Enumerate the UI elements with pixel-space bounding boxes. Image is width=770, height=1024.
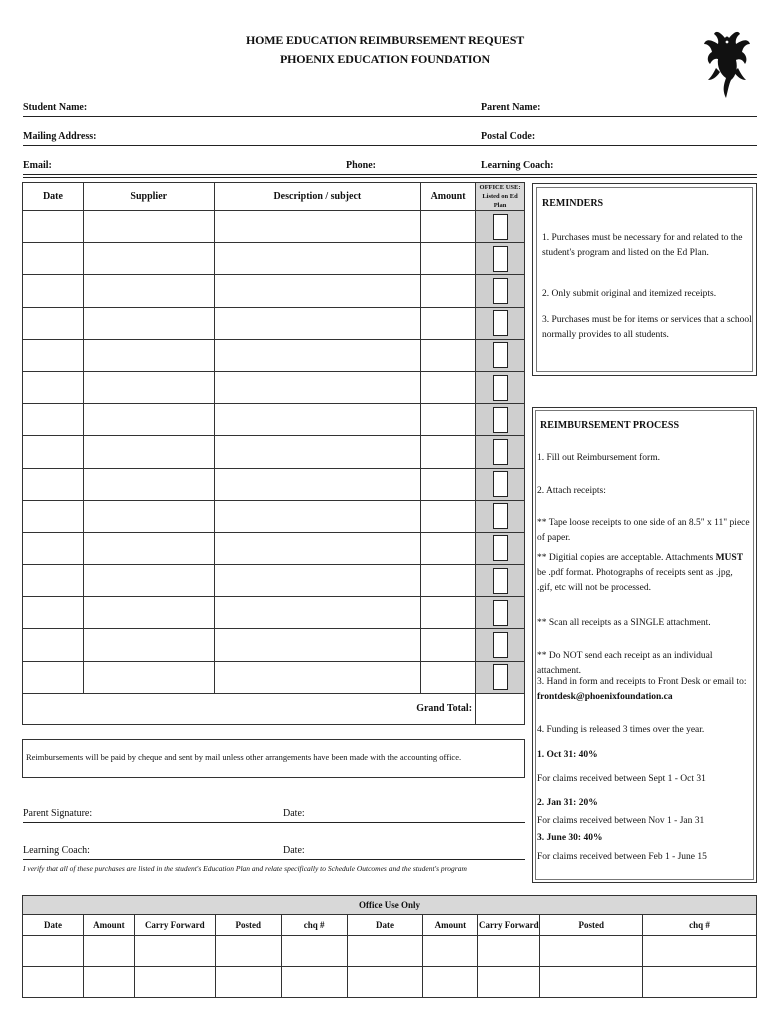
ed-plan-checkbox[interactable] xyxy=(493,375,508,401)
table-row xyxy=(23,661,525,693)
amount-cell[interactable] xyxy=(421,661,476,693)
process-box xyxy=(532,407,757,883)
funding-1-title: 1. Oct 31: 40% xyxy=(537,750,598,760)
supplier-cell[interactable] xyxy=(83,275,214,307)
student-name-label: Student Name: xyxy=(23,102,88,113)
table-row xyxy=(23,275,525,307)
amount-cell[interactable] xyxy=(421,532,476,564)
office-cell[interactable] xyxy=(134,967,215,998)
office-use-cell xyxy=(476,275,525,307)
amount-cell[interactable] xyxy=(421,307,476,339)
supplier-cell[interactable] xyxy=(83,500,214,532)
table-row xyxy=(23,307,525,339)
office-col-header: Date xyxy=(23,915,84,936)
supplier-cell[interactable] xyxy=(83,468,214,500)
ed-plan-checkbox[interactable] xyxy=(493,503,508,529)
office-cell[interactable] xyxy=(423,936,478,967)
office-use-cell xyxy=(476,500,525,532)
col-description: Description / subject xyxy=(214,183,421,211)
reminder-2: 2. Only submit original and itemized receipts. xyxy=(542,289,717,299)
email-label: Email: xyxy=(23,160,52,171)
date-cell[interactable] xyxy=(23,597,84,629)
ed-plan-checkbox[interactable] xyxy=(493,600,508,626)
supplier-cell[interactable] xyxy=(83,307,214,339)
student-name-line[interactable] xyxy=(23,116,757,117)
office-use-cell xyxy=(476,597,525,629)
office-use-cell xyxy=(476,307,525,339)
office-cell[interactable] xyxy=(215,967,281,998)
office-cell[interactable] xyxy=(347,967,423,998)
description-cell[interactable] xyxy=(214,243,421,275)
description-cell[interactable] xyxy=(214,597,421,629)
supplier-cell[interactable] xyxy=(83,629,214,661)
office-use-table xyxy=(22,895,757,998)
supplier-cell[interactable] xyxy=(83,243,214,275)
office-use-cell xyxy=(476,371,525,403)
supplier-cell[interactable] xyxy=(83,404,214,436)
date-cell[interactable] xyxy=(23,243,84,275)
date-cell[interactable] xyxy=(23,500,84,532)
amount-cell[interactable] xyxy=(421,436,476,468)
ed-plan-checkbox[interactable] xyxy=(493,632,508,658)
listed-ed-plan-label: Listed on Ed Plan xyxy=(482,193,518,209)
office-cell[interactable] xyxy=(23,967,84,998)
description-cell[interactable] xyxy=(214,500,421,532)
process-tape-note: ** Tape loose receipts to one side of an 8.5" x 11" piece of paper. xyxy=(537,518,750,543)
learning-coach-label: Learning Coach: xyxy=(481,160,554,171)
learning-coach-signature-label: Learning Coach: xyxy=(23,845,90,856)
funding-3-desc: For claims received between Feb 1 - June 15 xyxy=(537,852,707,862)
office-col-header: Posted xyxy=(540,915,643,936)
form-subtitle: PHOENIX EDUCATION FOUNDATION xyxy=(280,52,490,66)
date-cell[interactable] xyxy=(23,565,84,597)
description-cell[interactable] xyxy=(214,532,421,564)
office-use-cell xyxy=(476,339,525,371)
description-cell[interactable] xyxy=(214,339,421,371)
mailing-address-line[interactable] xyxy=(23,145,757,146)
date-cell[interactable] xyxy=(23,436,84,468)
office-cell[interactable] xyxy=(281,967,347,998)
description-cell[interactable] xyxy=(214,211,421,243)
office-col-header: Carry Forward xyxy=(478,915,540,936)
amount-cell[interactable] xyxy=(421,211,476,243)
ed-plan-checkbox[interactable] xyxy=(493,439,508,465)
process-scan-note: ** Scan all receipts as a SINGLE attachment. xyxy=(537,618,711,628)
date-label-2: Date: xyxy=(283,845,305,856)
process-donot-note: ** Do NOT send each receipt as an individual attachment. xyxy=(537,651,713,676)
amount-cell[interactable] xyxy=(421,371,476,403)
office-col-header: Amount xyxy=(423,915,478,936)
grand-total-label: Grand Total: xyxy=(23,693,476,724)
office-cell[interactable] xyxy=(83,936,134,967)
process-digital-note: ** Digitial copies are acceptable. Attachments MUST be .pdf format. Photographs of receipts sent as .jpg, .gif, etc will not be processed. xyxy=(537,553,744,593)
supplier-cell[interactable] xyxy=(83,371,214,403)
supplier-cell[interactable] xyxy=(83,339,214,371)
verify-note: I verify that all of these purchases are listed in the student's Education Plan and relate specifically to Schedule Outcomes and the student's program xyxy=(23,864,467,873)
office-use-cell xyxy=(476,629,525,661)
ed-plan-checkbox[interactable] xyxy=(493,407,508,433)
office-use-cell xyxy=(476,532,525,564)
reminders-box xyxy=(532,183,757,376)
process-step-2: 2. Attach receipts: xyxy=(537,486,606,496)
office-cell[interactable] xyxy=(478,967,540,998)
purchases-table xyxy=(22,182,525,725)
supplier-cell[interactable] xyxy=(83,597,214,629)
office-use-title: Office Use Only xyxy=(23,896,757,915)
office-cell[interactable] xyxy=(643,936,757,967)
office-cell[interactable] xyxy=(478,936,540,967)
office-col-header: Amount xyxy=(83,915,134,936)
process-step-3: 3. Hand in form and receipts to Front Desk or email to: xyxy=(537,677,747,687)
description-cell[interactable] xyxy=(214,661,421,693)
date-cell[interactable] xyxy=(23,307,84,339)
office-cell[interactable] xyxy=(83,967,134,998)
ed-plan-checkbox[interactable] xyxy=(493,310,508,336)
description-cell[interactable] xyxy=(214,436,421,468)
office-col-header: chq # xyxy=(281,915,347,936)
supplier-cell[interactable] xyxy=(83,661,214,693)
amount-cell[interactable] xyxy=(421,275,476,307)
col-amount: Amount xyxy=(421,183,476,211)
phoenix-bird-icon xyxy=(698,28,752,100)
office-cell[interactable] xyxy=(347,936,423,967)
description-cell[interactable] xyxy=(214,275,421,307)
office-use-cell xyxy=(476,404,525,436)
mailing-address-label: Mailing Address: xyxy=(23,131,97,142)
learning-coach-signature-line[interactable] xyxy=(23,859,525,860)
funding-2-title: 2. Jan 31: 20% xyxy=(537,798,598,808)
table-row xyxy=(23,243,525,275)
date-cell[interactable] xyxy=(23,532,84,564)
office-row xyxy=(23,967,757,998)
ed-plan-checkbox[interactable] xyxy=(493,568,508,594)
process-title: REIMBURSEMENT PROCESS xyxy=(540,420,680,431)
date-label-1: Date: xyxy=(283,808,305,819)
table-row xyxy=(23,436,525,468)
table-row xyxy=(23,532,525,564)
table-row xyxy=(23,211,525,243)
description-cell[interactable] xyxy=(214,565,421,597)
date-cell[interactable] xyxy=(23,211,84,243)
email-line[interactable] xyxy=(23,174,757,178)
date-cell[interactable] xyxy=(23,339,84,371)
table-row xyxy=(23,597,525,629)
office-cell[interactable] xyxy=(215,936,281,967)
description-cell[interactable] xyxy=(214,371,421,403)
date-cell[interactable] xyxy=(23,661,84,693)
postal-code-label: Postal Code: xyxy=(481,131,536,142)
ed-plan-checkbox[interactable] xyxy=(493,246,508,272)
parent-signature-label: Parent Signature: xyxy=(23,808,93,819)
date-cell[interactable] xyxy=(23,404,84,436)
col-office-use xyxy=(476,183,525,211)
phone-label: Phone: xyxy=(346,160,376,171)
date-cell[interactable] xyxy=(23,275,84,307)
frontdesk-email[interactable]: frontdesk@phoenixfoundation.ca xyxy=(537,692,673,702)
reminders-title: REMINDERS xyxy=(542,198,604,209)
ed-plan-checkbox[interactable] xyxy=(493,471,508,497)
date-cell[interactable] xyxy=(23,371,84,403)
table-row xyxy=(23,339,525,371)
ed-plan-checkbox[interactable] xyxy=(493,278,508,304)
table-row xyxy=(23,468,525,500)
office-use-cell xyxy=(476,468,525,500)
process-step-4: 4. Funding is released 3 times over the year. xyxy=(537,725,705,735)
date-cell[interactable] xyxy=(23,629,84,661)
table-row xyxy=(23,371,525,403)
ed-plan-checkbox[interactable] xyxy=(493,664,508,690)
table-row xyxy=(23,629,525,661)
office-use-label: OFFICE USE: xyxy=(479,184,521,191)
reminder-1: 1. Purchases must be necessary for and related to the student's program and listed on the Ed Plan. xyxy=(542,233,743,258)
amount-cell[interactable] xyxy=(421,404,476,436)
reminder-3: 3. Purchases must be for items or services that a school normally provides to all students. xyxy=(542,315,752,340)
office-cell[interactable] xyxy=(134,936,215,967)
office-col-header: Carry Forward xyxy=(134,915,215,936)
table-row xyxy=(23,500,525,532)
ed-plan-checkbox[interactable] xyxy=(493,214,508,240)
description-cell[interactable] xyxy=(214,307,421,339)
amount-cell[interactable] xyxy=(421,243,476,275)
office-col-header: Posted xyxy=(215,915,281,936)
table-row xyxy=(23,565,525,597)
ed-plan-checkbox[interactable] xyxy=(493,535,508,561)
office-col-header: chq # xyxy=(643,915,757,936)
office-cell[interactable] xyxy=(540,936,643,967)
office-use-cell xyxy=(476,565,525,597)
office-row xyxy=(23,936,757,967)
office-col-header: Date xyxy=(347,915,423,936)
funding-2-desc: For claims received between Nov 1 - Jan 31 xyxy=(537,816,705,826)
col-date: Date xyxy=(23,183,84,211)
ed-plan-checkbox[interactable] xyxy=(493,342,508,368)
office-cell[interactable] xyxy=(643,967,757,998)
office-use-cell xyxy=(476,211,525,243)
description-cell[interactable] xyxy=(214,404,421,436)
payment-note-box xyxy=(22,739,525,778)
date-cell[interactable] xyxy=(23,468,84,500)
office-cell[interactable] xyxy=(281,936,347,967)
amount-cell[interactable] xyxy=(421,339,476,371)
funding-3-title: 3. June 30: 40% xyxy=(537,833,603,843)
amount-cell[interactable] xyxy=(421,468,476,500)
process-step-1: 1. Fill out Reimbursement form. xyxy=(537,453,660,463)
description-cell[interactable] xyxy=(214,629,421,661)
supplier-cell[interactable] xyxy=(83,565,214,597)
office-cell[interactable] xyxy=(423,967,478,998)
office-cell[interactable] xyxy=(540,967,643,998)
amount-cell[interactable] xyxy=(421,629,476,661)
office-cell[interactable] xyxy=(23,936,84,967)
parent-signature-line[interactable] xyxy=(23,822,525,823)
office-use-cell xyxy=(476,436,525,468)
supplier-cell[interactable] xyxy=(83,532,214,564)
form-title: HOME EDUCATION REIMBURSEMENT REQUEST xyxy=(245,33,525,47)
col-supplier: Supplier xyxy=(83,183,214,211)
payment-note: Reimbursements will be paid by cheque and sent by mail unless other arrangements have been made with the accounting office. xyxy=(26,752,462,762)
office-use-cell xyxy=(476,243,525,275)
grand-total-value[interactable] xyxy=(476,693,525,724)
table-row xyxy=(23,404,525,436)
office-use-cell xyxy=(476,661,525,693)
description-cell[interactable] xyxy=(214,468,421,500)
supplier-cell[interactable] xyxy=(83,436,214,468)
amount-cell[interactable] xyxy=(421,565,476,597)
funding-1-desc: For claims received between Sept 1 - Oct 31 xyxy=(537,774,706,784)
amount-cell[interactable] xyxy=(421,597,476,629)
amount-cell[interactable] xyxy=(421,500,476,532)
parent-name-label: Parent Name: xyxy=(481,102,541,113)
supplier-cell[interactable] xyxy=(83,211,214,243)
